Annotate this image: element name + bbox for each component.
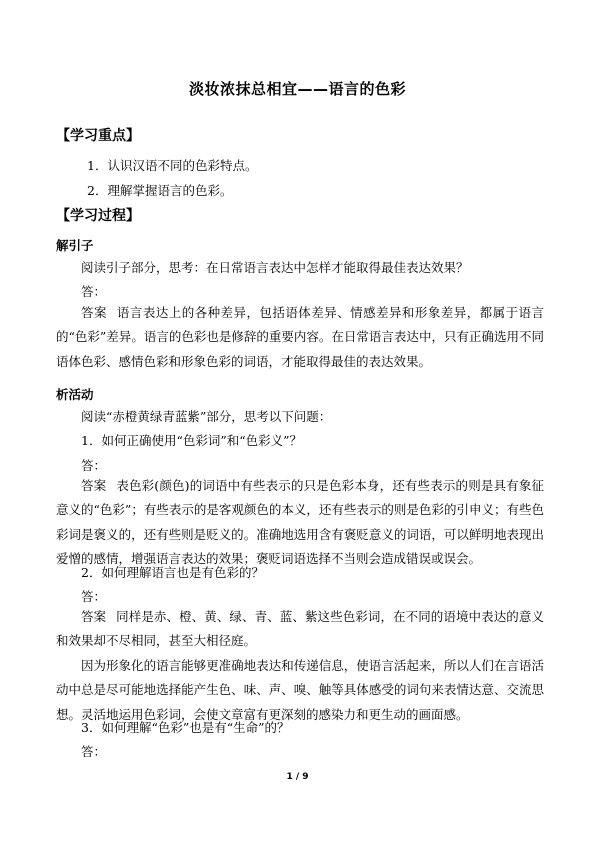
question-2-answer <box>56 605 544 654</box>
question-2-answer-text: 同样是赤、橙、黄、绿、青、蓝、紫这些色彩词，在不同的语境中表达的意义和效果却不尽相同，甚至大相径庭。 <box>56 609 544 649</box>
intro-heading: 解引子 <box>56 238 94 253</box>
intro-answer-text: 语言表达上的各种差异，包括语体差异、情感差异和形象差异，都属于语言的“色彩”差异。语言的色彩也是修辞的重要内容。在日常语言表达中，只有正确选用不同语体色彩、感情色彩和形象色彩的词语，才能取得最佳的表达效果。 <box>56 305 544 369</box>
focus-item-2: 2．理解掌握语言的色彩。 <box>87 183 233 198</box>
question-3-answer-prompt: 答： <box>81 744 107 759</box>
question-2: 2．如何理解语言也是有色彩的？ <box>81 565 264 580</box>
page-number: 1 / 9 <box>286 772 309 782</box>
page-title: 淡妆浓抹总相宜——语言的色彩 <box>188 80 406 98</box>
question-2-answer-prompt: 答： <box>81 589 107 604</box>
answer-label: 答案 <box>81 609 107 624</box>
answer-label: 答案 <box>81 305 107 320</box>
focus-item-1: 1．认识汉语不同的色彩特点。 <box>87 158 258 173</box>
question-3: 3．如何理解“色彩”也是有“生命”的？ <box>81 720 290 735</box>
question-1-answer-prompt: 答： <box>81 458 107 473</box>
focus-heading: 【学习重点】 <box>56 128 140 144</box>
answer-label: 答案 <box>81 478 107 493</box>
question-1: 1．如何正确使用“色彩词”和“色彩义”？ <box>81 433 303 448</box>
intro-prompt: 阅读引子部分，思考：在日常语言表达中怎样才能取得最佳表达效果？ <box>81 260 469 275</box>
question-1-answer <box>56 474 544 571</box>
question-1-answer-text: 表色彩(颜色)的词语中有些表示的只是色彩本身，还有些表示的则是具有象征意义的“色彩”；有些表示的是客观颜色的本义，还有些表示的则是色彩的引申义；有些色彩词是褒义的，还有些则是贬义的。准确地选用含有褒贬意义的词语，可以鲜明地表现出爱憎的感情，增强语言表达的效果；褒贬词语选择不当则会造成错误或误会。 <box>56 478 544 566</box>
question-2-extra: 因为形象化的语言能够更准确地表达和传递信息，使语言活起来，所以人们在言语活动中总是尽可能地选择能产生色、味、声、嗅、触等具体感受的词句来表情达意、交流思想。灵活地运用色彩词，会使文章富有更深刻的感染力和更生动的画面感。 <box>56 658 544 722</box>
process-heading: 【学习过程】 <box>56 208 140 224</box>
activity-heading: 析活动 <box>56 387 94 402</box>
activity-prompt: 阅读“赤橙黄绿青蓝紫”部分，思考以下问题： <box>81 409 332 424</box>
intro-answer <box>56 301 544 374</box>
intro-answer-prompt: 答： <box>81 284 107 299</box>
